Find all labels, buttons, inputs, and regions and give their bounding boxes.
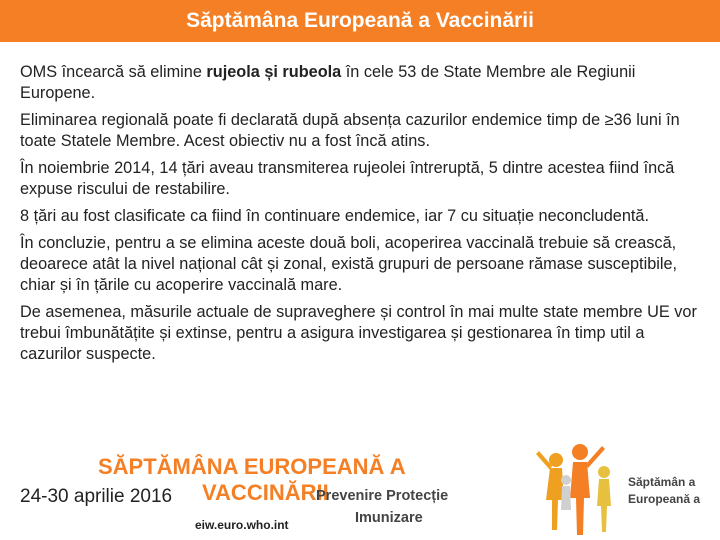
paragraph-6: De asemenea, măsurile actuale de supraveghere și control în mai multe state membre UE vor trebui îmbunătățite și extinse, pentru a asigura investigarea și gestionarea în timp util a cazurilor suspecte. <box>20 303 697 363</box>
slide-body <box>20 62 710 371</box>
people-figures-logo-icon <box>530 440 625 540</box>
campaign-title-line-1: SĂPTĂMÂNA EUROPEANĂ A <box>98 454 406 479</box>
slide-title: Săptămâna Europeană a Vaccinării <box>0 0 720 42</box>
paragraph-3: În noiembrie 2014, 14 țări aveau transmiterea rujeolei întreruptă, 5 dintre acestea fiind încă expuse riscului de restabilire. <box>20 159 675 198</box>
campaign-keywords: Prevenire Protecție <box>316 488 449 504</box>
paragraph-1-text-end: în cele 53 de State Membre ale Regiunii Europene. <box>20 63 636 102</box>
paragraph-1-bold: rujeola și rubeola <box>206 63 342 81</box>
campaign-title-line-2: VACCINĂRII <box>202 480 329 505</box>
campaign-url: eiw.euro.who.int <box>195 518 289 532</box>
figure-left <box>536 451 564 530</box>
paragraph-2: Eliminarea regională poate fi declarată după absența cazurilor endemice timp de ≥36 luni în toate Statele Membre. Acest obiectiv nu a fost încă atins. <box>20 111 680 150</box>
paragraph-5: În concluzie, pentru a se elimina aceste două boli, acoperirea vaccinală trebuie să crească, deoarece atât la nivel național cât și zonal, există grupuri de persoane rămase susceptibile, chiar și în țările cu acoperire vaccinală mare. <box>20 234 678 294</box>
paragraph-4: 8 țări au fost clasificate ca fiind în continuare endemice, iar 7 cu situație neconcludentă. <box>20 207 649 225</box>
figure-back <box>561 475 571 510</box>
campaign-keyword-imunizare: Imunizare <box>355 510 423 526</box>
logo-side-text: Săptămân a Europeană a <box>628 475 701 506</box>
campaign-dates: 24-30 aprilie 2016 <box>20 486 173 507</box>
paragraph-1-text: OMS încearcă să elimine <box>20 63 207 81</box>
paragraph-1 <box>20 62 710 104</box>
figure-right <box>597 466 611 532</box>
